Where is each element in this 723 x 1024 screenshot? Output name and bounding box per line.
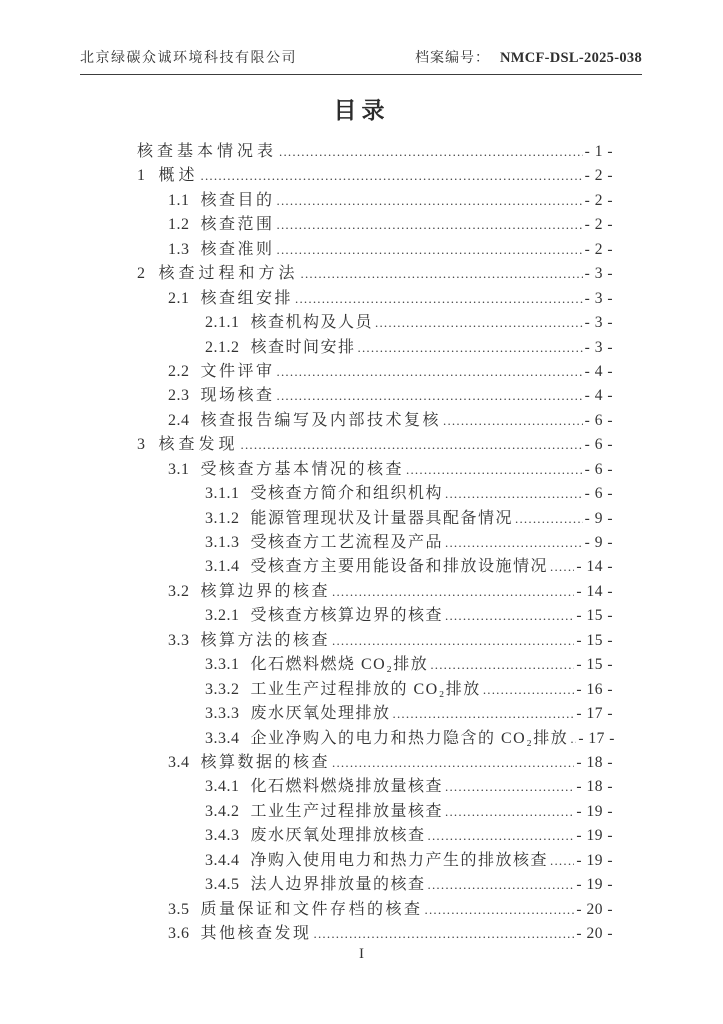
toc-leader-dots: [332, 751, 574, 775]
toc-entry-number: 3.5: [168, 900, 190, 918]
toc-entry: [80, 873, 613, 897]
toc-entry-page: - 4 -: [584, 362, 613, 380]
toc-entry-number: 3.1.3: [205, 534, 240, 551]
toc-leader-dots: [550, 555, 574, 579]
toc-leader-dots: [515, 507, 583, 531]
toc-entry: [80, 824, 613, 848]
toc-entry: [80, 751, 613, 775]
toc-entry-label: 受核查方基本情况的核查: [200, 460, 405, 478]
toc-entry-label: 受核查方主要用能设备和排放设施情况: [250, 558, 549, 576]
toc-entry-number: 3.4.4: [205, 851, 240, 869]
toc-entry-number: 3.1.1: [205, 485, 240, 503]
toc-entry-label: 废水厌氧处理排放: [250, 705, 391, 723]
toc-entry-label: 工业生产过程排放量核查: [250, 802, 444, 820]
toc-list: [80, 140, 613, 946]
toc-entry-number: 3.3.4: [205, 729, 240, 747]
toc-entry-page: - 17 -: [578, 729, 615, 747]
toc-leader-dots: [430, 653, 574, 677]
toc-entry-label: 核查范围: [200, 216, 275, 234]
toc-entry-label: 核查组安排: [200, 289, 294, 307]
toc-entry-page: - 3 -: [584, 289, 613, 307]
toc-entry-page: - 20 -: [576, 925, 613, 942]
toc-entry-label: 现场核查: [200, 387, 275, 405]
toc-entry-label: 核查过程和方法: [158, 265, 299, 283]
toc-entry-page: - 15 -: [576, 656, 613, 674]
toc-entry: [80, 433, 613, 457]
toc-entry-number: 3.2.1: [205, 607, 240, 625]
toc-entry-label: 企业净购入的电力和热力隐含的 CO₂排放: [250, 729, 569, 747]
toc-entry-page: - 9 -: [584, 509, 613, 527]
toc-entry-label: 其他核查发现: [200, 925, 312, 942]
toc-entry-page: - 2 -: [584, 240, 613, 258]
toc-entry-page: - 6 -: [584, 436, 613, 454]
toc-entry-page: - 1 -: [584, 143, 613, 160]
toc-entry-page: - 9 -: [584, 534, 613, 551]
toc-entry-number: 3.6: [168, 925, 190, 942]
toc-entry-number: 2.4: [168, 411, 190, 429]
toc-entry-label: 化石燃料燃烧 CO₂排放: [250, 656, 429, 674]
footer-page-number: I: [359, 946, 364, 962]
toc-entry-number: 3.1: [168, 460, 190, 478]
toc-leader-dots: [332, 580, 574, 604]
toc-entry-label: 核查目的: [200, 191, 275, 209]
toc-leader-dots: [277, 238, 583, 262]
toc-entry-label: 核查准则: [200, 240, 275, 258]
toc-entry-label: 核查发现: [158, 436, 239, 454]
toc-entry-number: 3.3.1: [205, 656, 240, 674]
page-header: [80, 47, 642, 75]
toc-entry: [80, 140, 613, 164]
toc-entry-label: 文件评审: [200, 362, 275, 380]
toc-entry-label: 能源管理现状及计量器具配备情况: [250, 509, 514, 527]
toc-entry: [80, 482, 613, 506]
toc-entry-number: 3.3.3: [205, 705, 240, 723]
toc-entry-number: 3: [137, 436, 146, 454]
toc-leader-dots: [314, 922, 575, 946]
toc-leader-dots: [428, 873, 575, 897]
toc-entry-page: - 16 -: [576, 680, 613, 698]
toc-entry-page: - 2 -: [584, 167, 613, 185]
toc-entry: [80, 849, 613, 873]
toc-entry-label: 核查报告编写及内部技术复核: [200, 411, 442, 429]
toc-entry-number: 2: [137, 265, 146, 283]
toc-leader-dots: [375, 311, 583, 335]
toc-entry-label: 法人边界排放量的核查: [250, 876, 426, 894]
toc-entry-page: - 3 -: [584, 338, 613, 356]
toc-entry-number: 3.4.5: [205, 876, 240, 894]
toc-leader-dots: [295, 287, 583, 311]
toc-entry-label: 质量保证和文件存档的核查: [200, 900, 423, 918]
toc-entry-number: 3.1.2: [205, 509, 240, 527]
toc-entry: [80, 727, 613, 751]
toc-entry-label: 受核查方工艺流程及产品: [250, 534, 444, 551]
toc-entry-page: - 19 -: [576, 876, 613, 894]
toc-entry-page: - 6 -: [584, 460, 613, 478]
toc-leader-dots: [277, 189, 583, 213]
toc-entry-page: - 3 -: [584, 265, 613, 283]
toc-leader-dots: [277, 213, 583, 237]
toc-entry: [80, 287, 613, 311]
toc-entry-number: 3.4: [168, 753, 190, 771]
toc-leader-dots: [332, 629, 574, 653]
toc-leader-dots: [277, 384, 583, 408]
toc-entry: [80, 775, 613, 799]
toc-entry-page: - 15 -: [576, 631, 613, 649]
document-title: 目录: [333, 98, 390, 123]
toc-entry-number: 3.1.4: [205, 558, 240, 576]
toc-entry-page: - 14 -: [576, 558, 613, 576]
toc-leader-dots: [445, 775, 574, 799]
toc-entry: [80, 702, 613, 726]
toc-entry-number: 1.3: [168, 240, 190, 258]
toc-entry-number: 3.4.1: [205, 778, 240, 796]
toc-entry: [80, 604, 613, 628]
toc-entry-number: 2.1: [168, 289, 190, 307]
toc-entry-page: - 18 -: [576, 753, 613, 771]
toc-leader-dots: [201, 164, 583, 188]
toc-leader-dots: [445, 800, 574, 824]
toc-entry: [80, 458, 613, 482]
toc-entry: [80, 629, 613, 653]
archive-number: NMCF-DSL-2025-038: [499, 50, 642, 66]
toc-entry-number: 3.4.3: [205, 827, 240, 845]
toc-entry-label: 净购入使用电力和热力产生的排放核查: [250, 851, 549, 869]
toc-entry: [80, 800, 613, 824]
archive-label: 档案编号：: [414, 51, 490, 66]
toc-entry: [80, 409, 613, 433]
toc-leader-dots: [443, 409, 583, 433]
toc-entry: [80, 922, 613, 946]
toc-entry-number: 2.3: [168, 387, 190, 405]
toc-leader-dots: [428, 824, 575, 848]
toc-entry-label: 核算数据的核查: [200, 753, 331, 771]
toc-entry-label: 核查机构及人员: [250, 314, 374, 332]
toc-entry: [80, 238, 613, 262]
toc-leader-dots: [406, 458, 583, 482]
toc-entry-page: - 4 -: [584, 387, 613, 405]
toc-entry: [80, 189, 613, 213]
toc-entry-label: 核算边界的核查: [200, 582, 331, 600]
toc-leader-dots: [445, 531, 583, 555]
toc-entry-number: 1.2: [168, 216, 190, 234]
toc-entry-label: 受核查方简介和组织机构: [250, 485, 444, 503]
toc-entry-label: 工业生产过程排放的 CO₂排放: [250, 680, 481, 698]
toc-entry: [80, 360, 613, 384]
toc-leader-dots: [445, 604, 574, 628]
toc-leader-dots: [550, 849, 574, 873]
toc-leader-dots: [301, 262, 583, 286]
toc-entry: [80, 384, 613, 408]
toc-entry: [80, 898, 613, 922]
toc-leader-dots: [570, 727, 576, 751]
toc-entry: [80, 653, 613, 677]
toc-entry-label: 核算方法的核查: [200, 631, 331, 649]
toc-entry-number: 3.2: [168, 582, 190, 600]
toc-entry-label: 受核查方核算边界的核查: [250, 607, 444, 625]
toc-entry-label: 废水厌氧处理排放核查: [250, 827, 426, 845]
toc-entry-label: 化石燃料燃烧排放量核查: [250, 778, 444, 796]
toc-entry-label: 核查基本情况表: [137, 143, 278, 160]
toc-entry-number: 2.2: [168, 362, 190, 380]
toc-entry-page: - 6 -: [584, 485, 613, 503]
company-name: 北京绿碳众诚环境科技有限公司: [80, 51, 297, 66]
toc-entry-number: 2.1.1: [205, 314, 240, 332]
toc-leader-dots: [241, 433, 583, 457]
toc-leader-dots: [425, 898, 575, 922]
toc-leader-dots: [279, 140, 583, 164]
toc-entry-label: 核查时间安排: [250, 338, 356, 356]
toc-entry: [80, 336, 613, 360]
toc-entry-page: - 20 -: [576, 900, 613, 918]
toc-entry: [80, 580, 613, 604]
toc-leader-dots: [277, 360, 583, 384]
toc-entry: [80, 262, 613, 286]
toc-entry-number: 2.1.2: [205, 338, 240, 356]
toc-entry-page: - 19 -: [576, 802, 613, 820]
toc-entry-page: - 2 -: [584, 191, 613, 209]
toc-entry-page: - 14 -: [576, 582, 613, 600]
toc-entry-number: 1: [137, 167, 146, 185]
toc-entry: [80, 507, 613, 531]
toc-entry-page: - 15 -: [576, 607, 613, 625]
toc-entry: [80, 311, 613, 335]
toc-entry: [80, 213, 613, 237]
toc-leader-dots: [445, 482, 583, 506]
toc-entry: [80, 555, 613, 579]
toc-entry-page: - 18 -: [576, 778, 613, 796]
toc-entry-number: 3.3.2: [205, 680, 240, 698]
toc-entry-number: 3.3: [168, 631, 190, 649]
toc-entry-page: - 6 -: [584, 411, 613, 429]
toc-entry-page: - 17 -: [576, 705, 613, 723]
toc-entry: [80, 531, 613, 555]
toc-entry-label: 概述: [158, 167, 199, 185]
toc-entry-number: 3.4.2: [205, 802, 240, 820]
archive-info: [415, 47, 642, 67]
toc-entry-number: 1.1: [168, 191, 190, 209]
toc-leader-dots: [483, 678, 575, 702]
toc-entry-page: - 19 -: [576, 851, 613, 869]
toc-entry-page: - 2 -: [584, 216, 613, 234]
toc-entry-page: - 3 -: [584, 314, 613, 332]
toc-leader-dots: [393, 702, 575, 726]
toc-leader-dots: [358, 336, 583, 360]
toc-entry-page: - 19 -: [576, 827, 613, 845]
toc-entry: [80, 678, 613, 702]
toc-entry: [80, 164, 613, 188]
